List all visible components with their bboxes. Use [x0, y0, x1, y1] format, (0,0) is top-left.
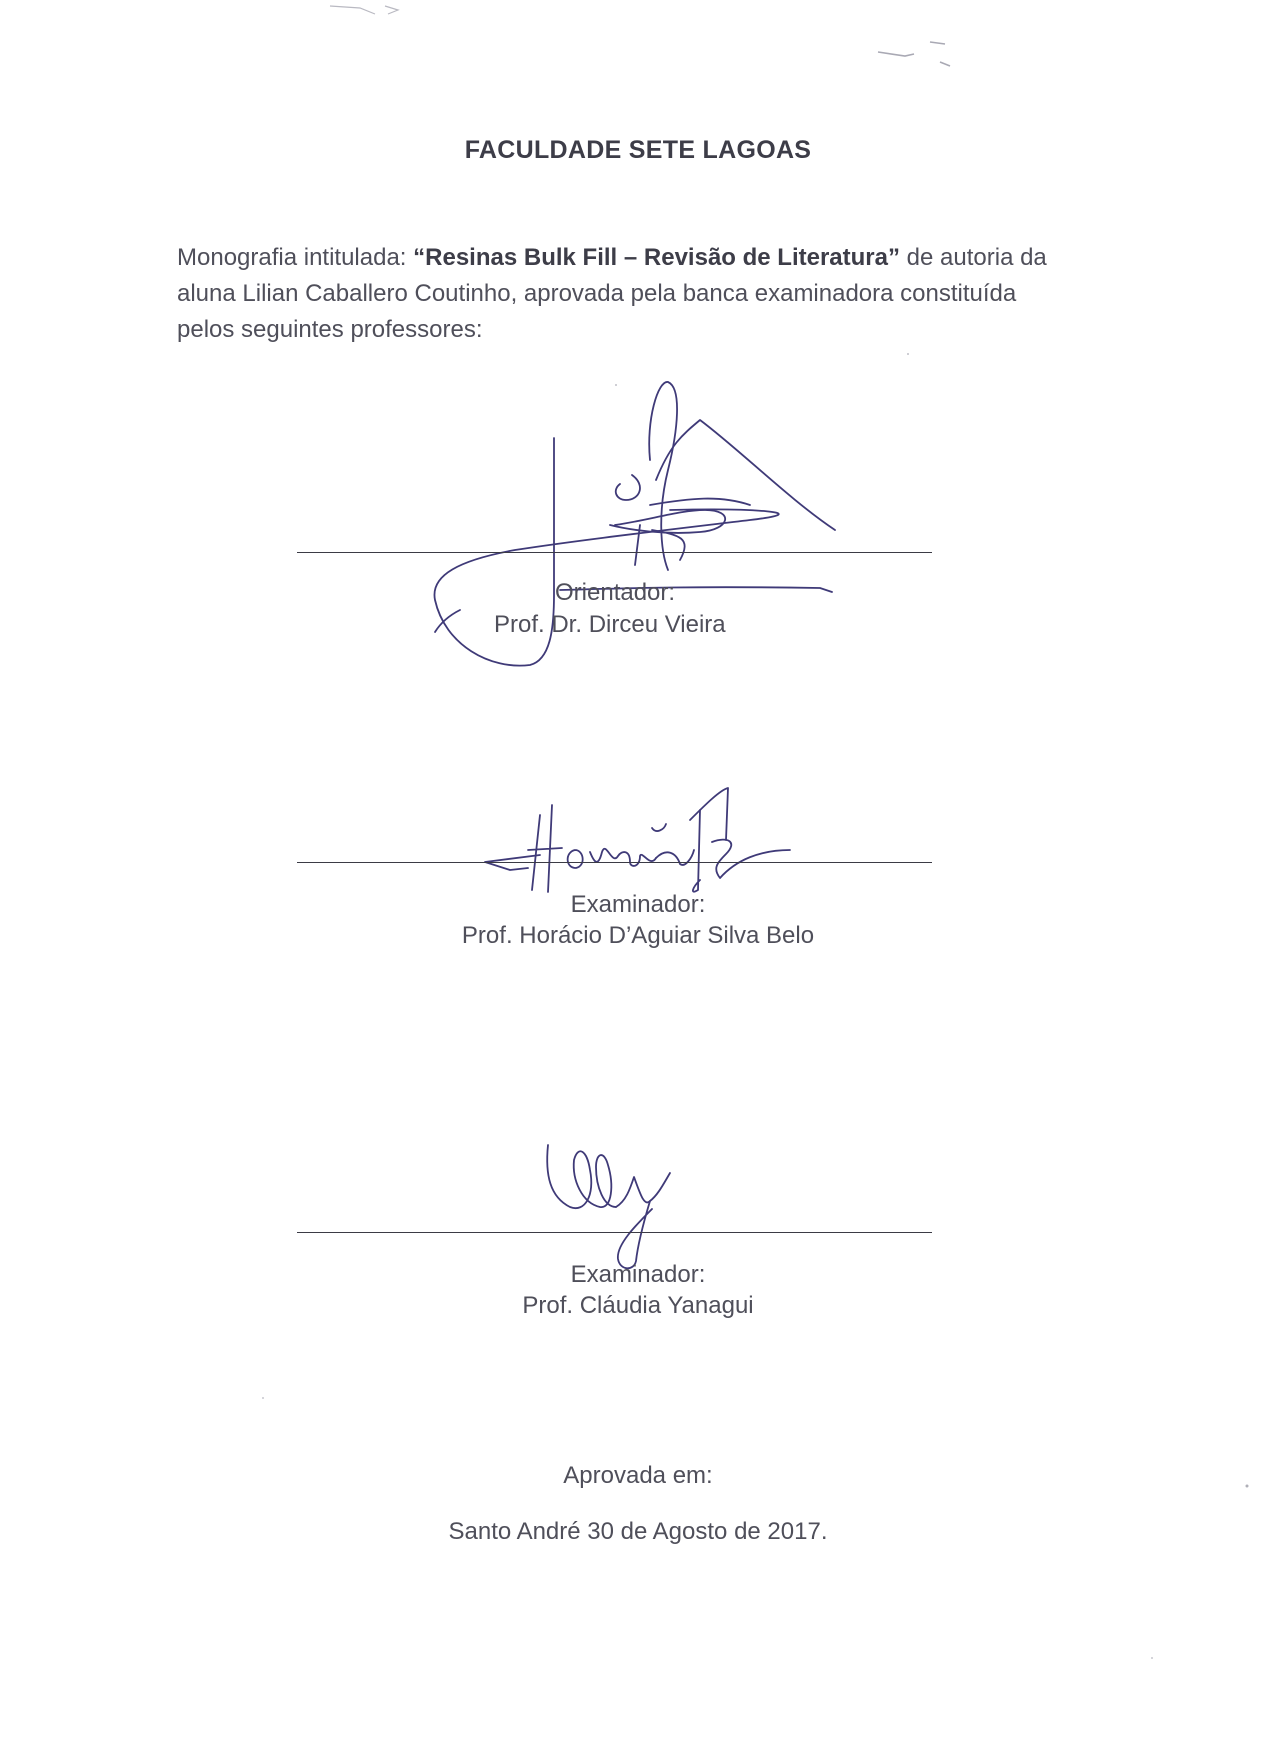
role-orientador: Orientador: — [555, 579, 676, 606]
role-examinador-2: Examinador: — [570, 1261, 706, 1288]
intro-suffix: de autoria da aluna Lilian Caballero Coutinho, aprovada pela banca examinadora constituída pelos seguintes professores: — [177, 244, 1047, 343]
intro-prefix: Monografia intitulada: — [177, 244, 414, 271]
approval-date: Santo André 30 de Agosto de 2017. — [448, 1518, 828, 1545]
role-examinador-1: Examinador: — [570, 891, 706, 918]
monograph-title: “Resinas Bulk Fill – Revisão de Literatura” — [413, 244, 900, 271]
signature-line-examinador-1 — [297, 862, 932, 863]
signature-line-examinador-2 — [297, 1232, 932, 1233]
signature-examinador-1 — [480, 780, 810, 900]
institution-name: FACULDADE SETE LAGOAS — [464, 136, 812, 164]
signature-line-orientador — [297, 552, 932, 553]
signature-examinador-2 — [540, 1125, 680, 1275]
approval-label: Aprovada em: — [563, 1462, 713, 1489]
person-orientador: Prof. Dr. Dirceu Vieira — [494, 611, 726, 638]
intro-paragraph — [177, 240, 1077, 348]
person-examinador-2: Prof. Cláudia Yanagui — [522, 1292, 754, 1319]
person-examinador-1: Prof. Horácio D’Aguiar Silva Belo — [461, 922, 815, 949]
